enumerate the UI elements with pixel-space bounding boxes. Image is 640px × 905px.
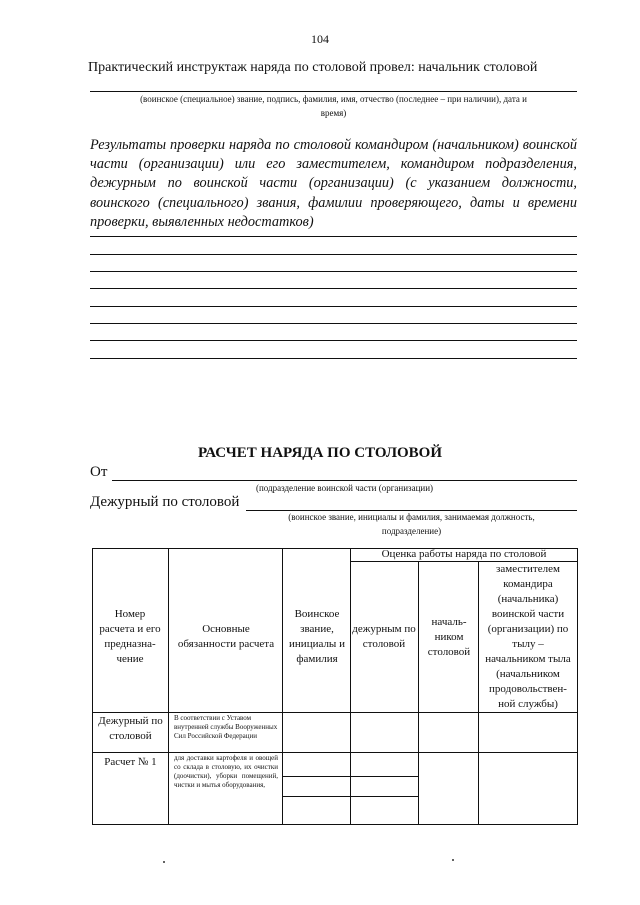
results-line-5 (90, 306, 577, 307)
row-1-name: Дежурный по столовой (98, 715, 163, 742)
header-by-deputy: заместителем командира (начальника) воинской части (организации) по тылу – начальником тыла (начальником продовольствен-ной службы) (485, 563, 571, 710)
row-2-name: Расчет № 1 (104, 756, 157, 768)
table-header-bottom (92, 712, 578, 713)
from-caption: (подразделение воинской части (организации) (255, 483, 434, 493)
page-speck-2 (452, 859, 454, 861)
table-border-left (92, 548, 93, 825)
results-line-1 (90, 236, 577, 237)
row-1-duties: В соответствии с Уставом внутренней службы Вооруженных Сил Российской Федерации (174, 714, 278, 740)
calculation-title: РАСЧЕТ НАРЯДА ПО СТОЛОВОЙ (197, 445, 443, 461)
table-col-divider-1 (168, 548, 169, 825)
duty-officer-caption (246, 510, 577, 538)
signature-caption-line-1: (воинское (специальное) звание, подпись, фамилия, имя, отчество (последнее – при наличии), дата и (140, 94, 527, 104)
table-row-divider (92, 752, 578, 753)
results-heading: Результаты проверки наряда по столовой командиром (начальником) воинской части (организации) или его заместителем, командиром подразделения, дежурным по воинской части (организации) (с указанием должности, воинского (специального) звания, фамилии проверяющего, даты и времени проверки, выявленных недостатков) (90, 137, 577, 230)
page-number: 104 (311, 32, 329, 46)
calculation-table (92, 548, 578, 825)
instruction-statement: Практический инструктаж наряда по столовой провел: начальник столовой (88, 60, 538, 75)
page-speck-1 (163, 861, 165, 863)
header-evaluation: Оценка работы наряда по столовой (381, 548, 547, 560)
results-line-3 (90, 271, 577, 272)
table-col-divider-4 (418, 561, 419, 825)
header-by-head: началь-ником столовой (427, 615, 471, 658)
results-line-7 (90, 340, 577, 341)
results-line-2 (90, 254, 577, 255)
signature-caption-line-2: время) (320, 108, 347, 118)
results-line-6 (90, 323, 577, 324)
table-col-divider-3 (350, 548, 351, 825)
header-rank: Воинское звание, инициалы и фамилия (289, 608, 345, 665)
from-label: От (90, 464, 108, 480)
signature-caption (90, 92, 577, 120)
duty-officer-label: Дежурный по столовой (90, 494, 240, 510)
row-2-duties: для доставки картофеля и овощей со склада в столовую, их очистки (доочистки), уборки помещений, чистки и мытья оборудования, (174, 754, 278, 789)
duty-officer-caption-line-2: подразделение) (381, 526, 442, 536)
duty-officer-caption-line-1: (воинское звание, инициалы и фамилия, занимаемая должность, (288, 512, 535, 522)
table-col-divider-2 (282, 548, 283, 825)
header-number: Номер расчета и его предназна-чение (99, 608, 161, 665)
table-border-bottom (92, 824, 578, 825)
table-col-divider-5 (478, 561, 479, 825)
results-line-8 (90, 358, 577, 359)
header-by-duty-officer: дежурным по столовой (352, 623, 416, 650)
table-border-right (577, 548, 578, 825)
header-duties: Основные обязанности расчета (177, 623, 275, 650)
results-line-4 (90, 288, 577, 289)
